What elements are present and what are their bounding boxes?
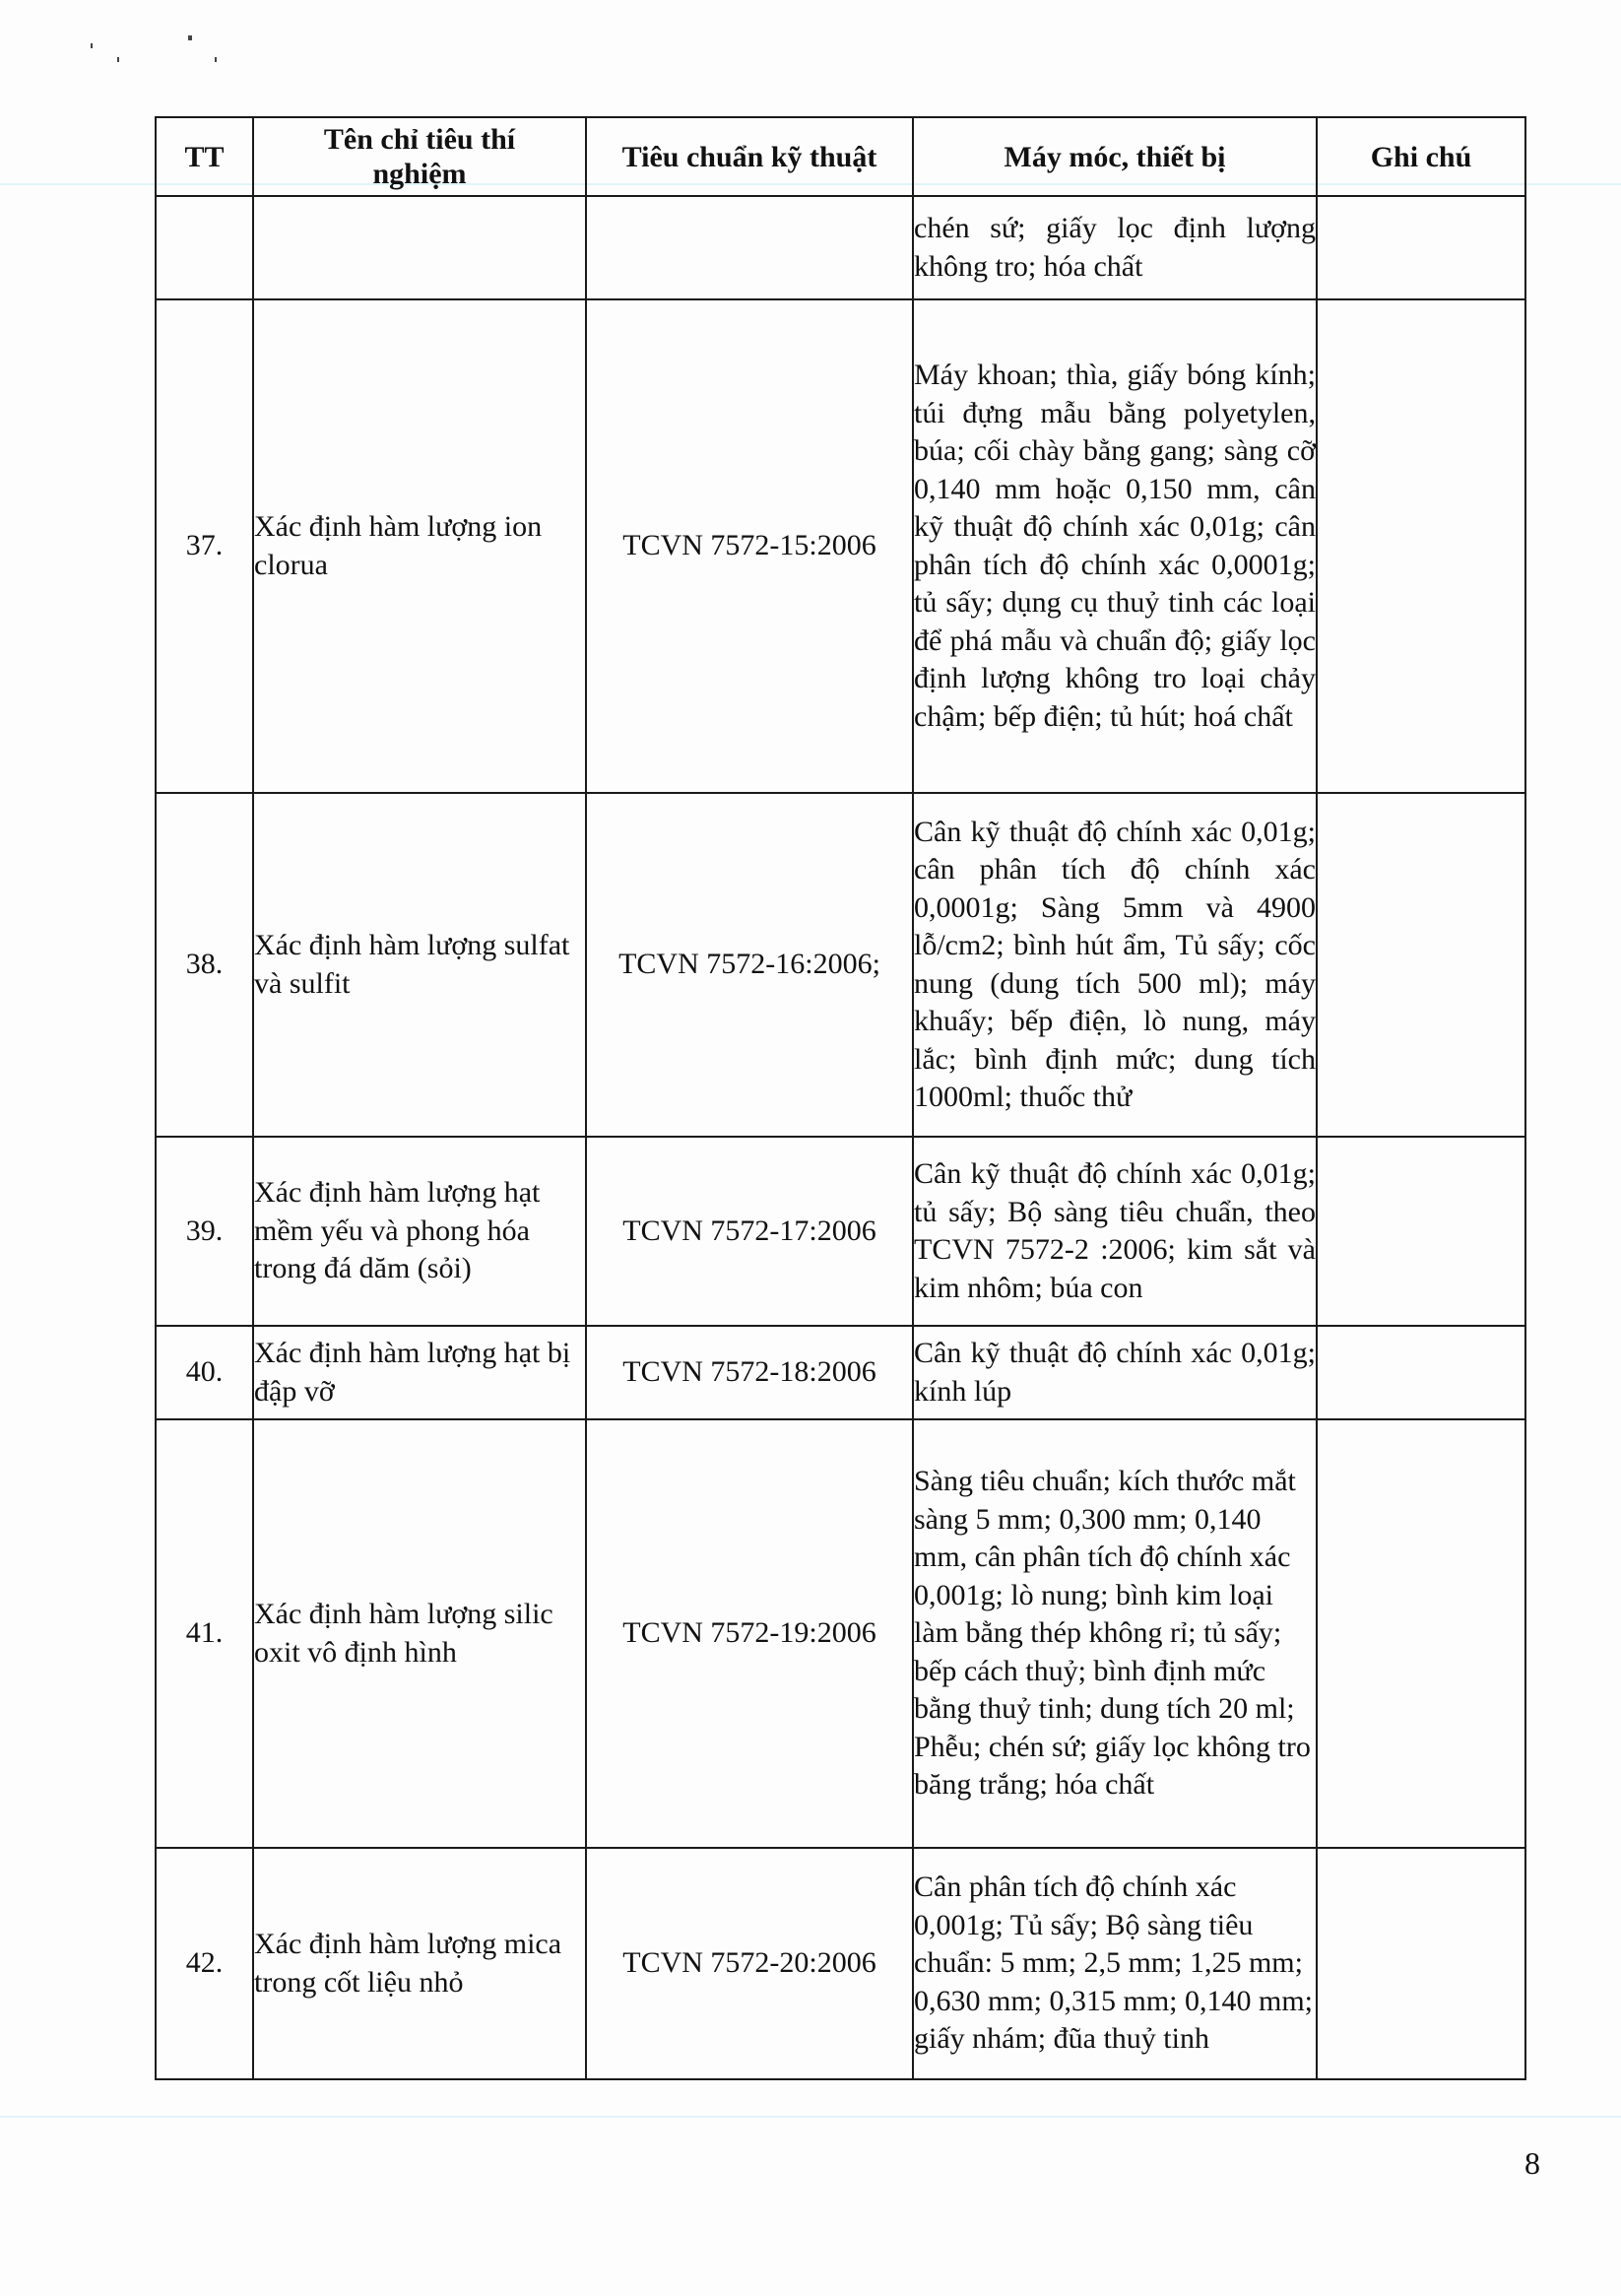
page-number: 8 — [1524, 2145, 1540, 2181]
standard — [586, 196, 913, 299]
header-test-name: Tên chỉ tiêu thí nghiệm — [253, 117, 586, 196]
row-number: 40. — [156, 1326, 253, 1419]
note — [1317, 793, 1525, 1137]
table-row — [156, 1848, 1525, 2079]
scan-artifact-line — [0, 2116, 1621, 2118]
equipment-table — [155, 116, 1526, 2080]
row-number: 38. — [156, 793, 253, 1137]
note — [1317, 1419, 1525, 1848]
row-number: 37. — [156, 299, 253, 793]
equipment: Cân kỹ thuật độ chính xác 0,01g; tủ sấy; Bộ sàng tiêu chuẩn, theo TCVN 7572-2 :2006; kim sắt và kim nhôm; búa con — [913, 1137, 1317, 1326]
note — [1317, 1137, 1525, 1326]
standard: TCVN 7572-16:2006; — [586, 793, 913, 1137]
scan-speck — [117, 57, 119, 62]
note — [1317, 299, 1525, 793]
table-row — [156, 299, 1525, 793]
standard: TCVN 7572-19:2006 — [586, 1419, 913, 1848]
equipment: Cân kỹ thuật độ chính xác 0,01g; kính lúp — [913, 1326, 1317, 1419]
test-name: Xác định hàm lượng silic oxit vô định hình — [253, 1419, 586, 1848]
table-row — [156, 196, 1525, 299]
header-equipment: Máy móc, thiết bị — [913, 117, 1317, 196]
row-number: 41. — [156, 1419, 253, 1848]
table-row — [156, 1326, 1525, 1419]
note — [1317, 1326, 1525, 1419]
standard: TCVN 7572-15:2006 — [586, 299, 913, 793]
header-tt: TT — [156, 117, 253, 196]
equipment: chén sứ; giấy lọc định lượng không tro; hóa chất — [913, 196, 1317, 299]
test-name: Xác định hàm lượng mica trong cốt liệu nhỏ — [253, 1848, 586, 2079]
equipment: Cân phân tích độ chính xác 0,001g; Tủ sấy; Bộ sàng tiêu chuẩn: 5 mm; 2,5 mm; 1,25 mm; 0,630 mm; 0,315 mm; 0,140 mm; giấy nhám; đũa thuỷ tinh — [913, 1848, 1317, 2079]
standard: TCVN 7572-17:2006 — [586, 1137, 913, 1326]
test-name: Xác định hàm lượng ion clorua — [253, 299, 586, 793]
header-note: Ghi chú — [1317, 117, 1525, 196]
equipment: Máy khoan; thìa, giấy bóng kính; túi đựng mẫu bằng polyetylen, búa; cối chày bằng gang; sàng cỡ 0,140 mm hoặc 0,150 mm, cân kỹ thuật độ chính xác 0,01g; cân phân tích độ chính xác 0,0001g; tủ sấy; dụng cụ thuỷ tinh các loại để phá mẫu và chuẩn độ; giấy lọc định lượng không tro loại chảy chậm; bếp điện; tủ hút; hoá chất — [913, 299, 1317, 793]
row-number: 42. — [156, 1848, 253, 2079]
note — [1317, 196, 1525, 299]
scan-speck — [215, 57, 217, 62]
row-number — [156, 196, 253, 299]
test-name: Xác định hàm lượng hạt bị đập vỡ — [253, 1326, 586, 1419]
row-number: 39. — [156, 1137, 253, 1326]
test-name: Xác định hàm lượng sulfat và sulfit — [253, 793, 586, 1137]
scan-speck — [91, 43, 93, 48]
header-standard: Tiêu chuẩn kỹ thuật — [586, 117, 913, 196]
table-row — [156, 1419, 1525, 1848]
note — [1317, 1848, 1525, 2079]
standard: TCVN 7572-18:2006 — [586, 1326, 913, 1419]
test-name — [253, 196, 586, 299]
scan-speck — [188, 35, 192, 40]
table-row — [156, 1137, 1525, 1326]
equipment: Cân kỹ thuật độ chính xác 0,01g; cân phân tích độ chính xác 0,0001g; Sàng 5mm và 4900 lỗ/cm2; bình hút ẩm, Tủ sấy; cốc nung (dung tích 500 ml); máy khuấy; bếp điện, lò nung, máy lắc; bình định mức; dung tích 1000ml; thuốc thử — [913, 793, 1317, 1137]
table-row — [156, 793, 1525, 1137]
standard: TCVN 7572-20:2006 — [586, 1848, 913, 2079]
table-header-row — [156, 117, 1525, 196]
equipment: Sàng tiêu chuẩn; kích thước mắt sàng 5 mm; 0,300 mm; 0,140 mm, cân phân tích độ chính xác 0,001g; lò nung; bình kim loại làm bằng thép không rỉ; tủ sấy; bếp cách thuỷ; bình định mức bằng thuỷ tinh; dung tích 20 ml; Phễu; chén sứ; giấy lọc không tro băng trắng; hóa chất — [913, 1419, 1317, 1848]
test-name: Xác định hàm lượng hạt mềm yếu và phong hóa trong đá dăm (sỏi) — [253, 1137, 586, 1326]
